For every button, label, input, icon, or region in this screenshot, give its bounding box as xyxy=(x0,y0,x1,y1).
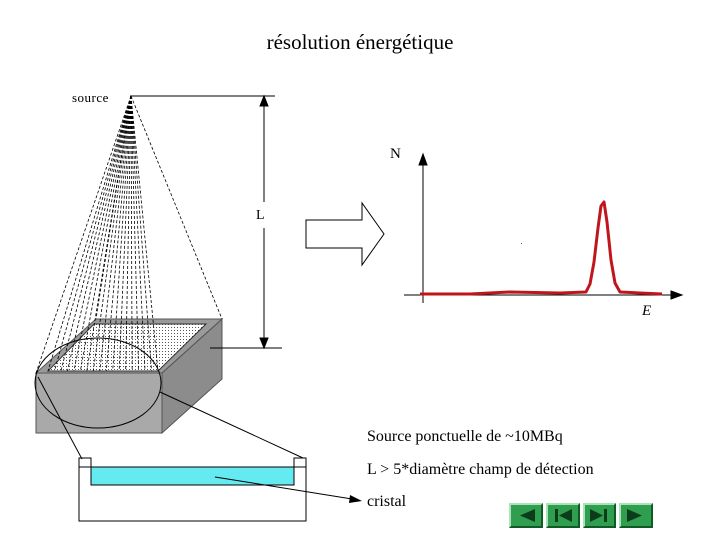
crystal-layer xyxy=(91,467,294,485)
next-slide-button[interactable] xyxy=(583,503,617,528)
caption-source: Source ponctuelle de ~10MBq xyxy=(367,428,563,445)
first-slide-button[interactable] xyxy=(509,503,543,528)
caption-distance: L > 5*diamètre champ de détection xyxy=(367,461,594,478)
page-title: résolution énergétique xyxy=(266,30,454,54)
detector-block xyxy=(35,319,222,433)
spectrum-axes xyxy=(404,154,682,303)
next-icon xyxy=(588,508,610,523)
ray-line xyxy=(131,96,222,319)
ray-line xyxy=(96,96,131,319)
transform-arrow xyxy=(306,203,384,265)
axis-x-label: E xyxy=(642,303,652,319)
slide-navigation xyxy=(509,503,656,528)
last-icon xyxy=(625,508,647,523)
first-icon xyxy=(515,508,537,523)
previous-icon xyxy=(552,508,574,523)
source-label: source xyxy=(72,90,109,105)
energy-peak-curve xyxy=(420,202,662,294)
last-slide-button[interactable] xyxy=(619,503,653,528)
distance-label: L xyxy=(256,208,265,223)
stray-dot xyxy=(521,243,522,244)
axis-y-label: N xyxy=(390,146,401,162)
detector-front-face xyxy=(36,373,162,433)
crystal-left-post xyxy=(79,458,91,467)
previous-slide-button[interactable] xyxy=(546,503,580,528)
crystal-section xyxy=(79,458,306,521)
crystal-right-post xyxy=(294,458,306,467)
caption-cristal: cristal xyxy=(367,493,407,510)
